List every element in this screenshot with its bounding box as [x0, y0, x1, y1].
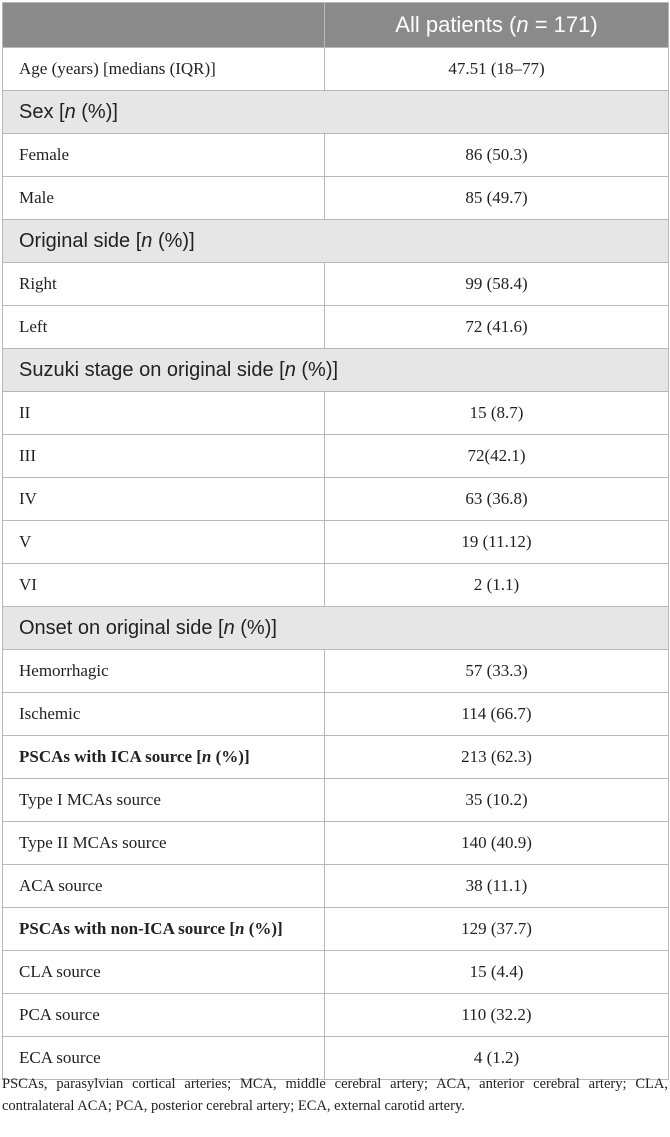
row-label — [3, 822, 325, 865]
table-header-row — [3, 3, 669, 48]
table-row — [3, 521, 669, 564]
section-label-tail: (%)] — [75, 100, 118, 123]
table-row — [3, 435, 669, 478]
section-label-text: Suzuki stage on original side [ — [19, 358, 285, 381]
table-footnote: PSCAs, parasylvian cortical arteries; MCA, middle cerebral artery; ACA, anterior cerebral artery; CLA, contralateral ACA; PCA, posterior cerebral artery; ECA, external carotid artery. — [2, 1076, 668, 1114]
section-label-tail: (%)] — [152, 229, 195, 252]
row-label-text: Right — [19, 274, 57, 293]
row-label-text: II — [19, 403, 31, 422]
header-empty-cell — [3, 3, 325, 48]
table-row — [3, 263, 669, 306]
row-label — [3, 392, 325, 435]
row-label — [3, 48, 325, 91]
column-header-count: = 171) — [528, 12, 598, 37]
section-header-label — [3, 91, 669, 134]
row-label-text: Ischemic — [19, 704, 81, 723]
patient-characteristics-table — [2, 2, 669, 1080]
section-label-n: n — [284, 358, 296, 381]
row-value: 140 (40.9) — [325, 822, 669, 865]
row-label — [3, 951, 325, 994]
row-value: 15 (8.7) — [325, 392, 669, 435]
row-label-n: n — [235, 919, 245, 938]
column-header-n-symbol: n — [516, 12, 529, 37]
table-row — [3, 177, 669, 220]
table-row — [3, 865, 669, 908]
row-label-text: CLA source — [19, 962, 101, 981]
row-label-tail: (%)] — [211, 747, 250, 766]
section-label-n: n — [64, 100, 76, 123]
row-label-text: Age (years) [medians (IQR)] — [19, 59, 216, 78]
section-header-label — [3, 607, 669, 650]
row-label-text: PCA source — [19, 1005, 100, 1024]
table-row — [3, 650, 669, 693]
table-row — [3, 736, 669, 779]
section-header-label — [3, 220, 669, 263]
row-label-text: Left — [19, 317, 48, 336]
row-value: 72 (41.6) — [325, 306, 669, 349]
row-label — [3, 263, 325, 306]
section-label-text: Sex [ — [19, 100, 65, 123]
row-label-text: Hemorrhagic — [19, 661, 109, 680]
section-header-row — [3, 220, 669, 263]
table-row — [3, 564, 669, 607]
row-value: 15 (4.4) — [325, 951, 669, 994]
section-label-n: n — [223, 616, 235, 639]
table-row — [3, 822, 669, 865]
row-label — [3, 306, 325, 349]
row-label-text: ACA source — [19, 876, 103, 895]
row-label-text: ECA source — [19, 1048, 101, 1067]
row-value: 86 (50.3) — [325, 134, 669, 177]
section-header-row — [3, 349, 669, 392]
row-label-text: V — [19, 532, 32, 551]
column-header-label: All patients ( — [395, 12, 517, 37]
section-header-label — [3, 349, 669, 392]
row-value: 99 (58.4) — [325, 263, 669, 306]
table-row — [3, 779, 669, 822]
row-label — [3, 736, 325, 779]
row-value: 35 (10.2) — [325, 779, 669, 822]
row-label — [3, 994, 325, 1037]
table-row — [3, 392, 669, 435]
row-value: 110 (32.2) — [325, 994, 669, 1037]
row-value: 2 (1.1) — [325, 564, 669, 607]
row-label-text: PSCAs with ICA source [ — [19, 747, 202, 766]
section-header-row — [3, 91, 669, 134]
row-label — [3, 693, 325, 736]
row-value: 213 (62.3) — [325, 736, 669, 779]
section-label-n: n — [141, 229, 153, 252]
table-row — [3, 994, 669, 1037]
table-row — [3, 134, 669, 177]
column-header-all-patients — [325, 3, 669, 48]
row-label — [3, 908, 325, 951]
row-label — [3, 564, 325, 607]
row-label-text: III — [19, 446, 36, 465]
row-label-n: n — [201, 747, 212, 766]
row-value: 85 (49.7) — [325, 177, 669, 220]
row-label-tail: (%)] — [244, 919, 283, 938]
row-label — [3, 521, 325, 564]
section-header-row — [3, 607, 669, 650]
row-label-text: VI — [19, 575, 37, 594]
row-label — [3, 134, 325, 177]
row-label — [3, 435, 325, 478]
table-row — [3, 306, 669, 349]
row-label-text: PSCAs with non-ICA source [ — [19, 919, 235, 938]
row-value: 129 (37.7) — [325, 908, 669, 951]
row-label-text: Type I MCAs source — [19, 790, 161, 809]
table-body — [3, 48, 669, 1080]
row-value: 19 (11.12) — [325, 521, 669, 564]
section-label-text: Onset on original side [ — [19, 616, 224, 639]
table-row — [3, 48, 669, 91]
row-label-text: Type II MCAs source — [19, 833, 167, 852]
row-label — [3, 865, 325, 908]
row-label-text: Female — [19, 145, 70, 164]
table-row — [3, 693, 669, 736]
section-label-text: Original side [ — [19, 229, 142, 252]
row-label-text: IV — [19, 489, 37, 508]
row-value: 38 (11.1) — [325, 865, 669, 908]
row-value: 57 (33.3) — [325, 650, 669, 693]
row-value: 4 (1.2) — [325, 1037, 669, 1080]
row-value: 114 (66.7) — [325, 693, 669, 736]
row-label — [3, 177, 325, 220]
row-label — [3, 478, 325, 521]
table-row — [3, 478, 669, 521]
row-value: 63 (36.8) — [325, 478, 669, 521]
row-value: 72(42.1) — [325, 435, 669, 478]
row-label — [3, 779, 325, 822]
row-label-text: Male — [19, 188, 54, 207]
section-label-tail: (%)] — [295, 358, 339, 381]
section-label-tail: (%)] — [234, 616, 277, 639]
table-row — [3, 951, 669, 994]
table-row — [3, 908, 669, 951]
row-label — [3, 650, 325, 693]
row-value: 47.51 (18–77) — [325, 48, 669, 91]
